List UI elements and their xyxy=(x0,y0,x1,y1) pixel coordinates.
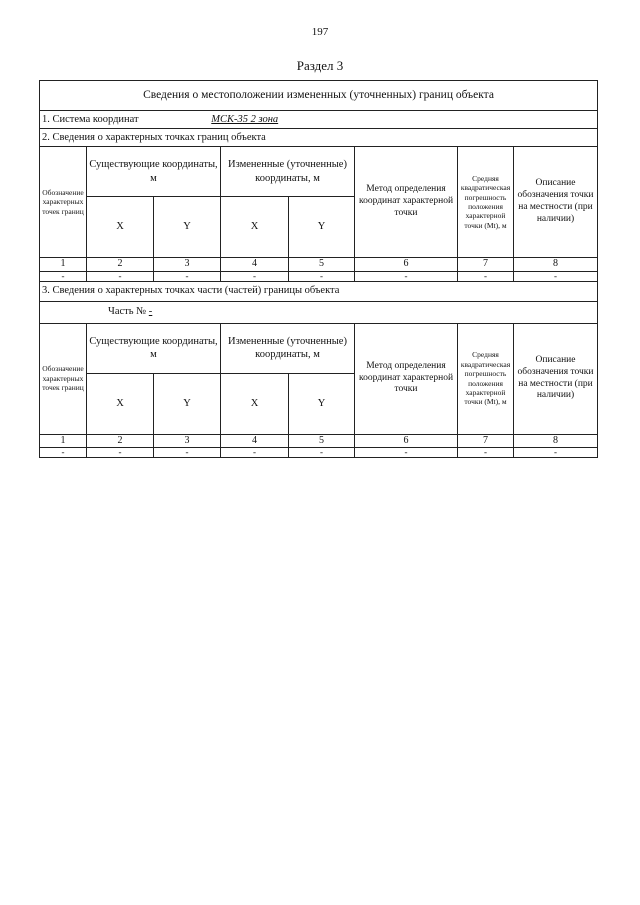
col-number: 2 xyxy=(87,434,154,448)
part-value: - xyxy=(148,306,153,318)
table-cell: - xyxy=(221,271,289,281)
header-changed-x: X xyxy=(221,373,289,434)
table-row xyxy=(40,448,598,458)
header-existing-x: X xyxy=(87,373,154,434)
col-number: 4 xyxy=(221,434,289,448)
header-existing-y: Y xyxy=(154,197,221,258)
col-number: 1 xyxy=(40,258,87,272)
header-existing-y: Y xyxy=(154,373,221,434)
coord-system-row xyxy=(40,111,598,129)
col-number: 3 xyxy=(154,258,221,272)
col-number: 6 xyxy=(355,434,458,448)
header-changed-x: X xyxy=(221,197,289,258)
header-point-designation: Обозначение характерных точек границ xyxy=(40,323,87,434)
part-label: Часть № xyxy=(108,306,147,318)
table-cell: - xyxy=(355,271,458,281)
col-number: 8 xyxy=(514,258,598,272)
header-rms-error: Средняя квадратическая погрешность положения характерной точки (Mt), м xyxy=(458,323,514,434)
table-title: Сведения о местоположении измененных (уточненных) границ объекта xyxy=(40,81,598,111)
col-number: 6 xyxy=(355,258,458,272)
col-number: 1 xyxy=(40,434,87,448)
table-cell: - xyxy=(87,271,154,281)
table-cell: - xyxy=(289,271,355,281)
col-number: 5 xyxy=(289,434,355,448)
table-cell: - xyxy=(514,448,598,458)
table-cell: - xyxy=(458,448,514,458)
header-point-designation: Обозначение характерных точек границ xyxy=(40,147,87,258)
table-row xyxy=(40,271,598,281)
table-cell: - xyxy=(458,271,514,281)
col-number: 4 xyxy=(221,258,289,272)
header-changed-y: Y xyxy=(289,373,355,434)
coord-system-label: 1. Система координат xyxy=(42,113,139,125)
header-changed-coords: Измененные (уточненные) координаты, м xyxy=(221,147,355,197)
col-number: 7 xyxy=(458,434,514,448)
col-number: 7 xyxy=(458,258,514,272)
table-cell: - xyxy=(154,271,221,281)
col-number: 5 xyxy=(289,258,355,272)
header-existing-coords: Существующие координаты, м xyxy=(87,147,221,197)
table-cell: - xyxy=(355,448,458,458)
section3-title: 3. Сведения о характерных точках части (частей) границы объекта xyxy=(40,281,598,301)
table-cell: - xyxy=(154,448,221,458)
table-cell: - xyxy=(289,448,355,458)
header-existing-x: X xyxy=(87,197,154,258)
table-cell: - xyxy=(40,271,87,281)
header-method: Метод определения координат характерной точки xyxy=(355,147,458,258)
header-changed-y: Y xyxy=(289,197,355,258)
part-row xyxy=(40,301,598,323)
header-changed-coords: Измененные (уточненные) координаты, м xyxy=(221,323,355,373)
col-number: 2 xyxy=(87,258,154,272)
header-description: Описание обозначения точки на местности (при наличии) xyxy=(514,323,598,434)
table-cell: - xyxy=(514,271,598,281)
col-number: 8 xyxy=(514,434,598,448)
table-cell: - xyxy=(40,448,87,458)
header-existing-coords: Существующие координаты, м xyxy=(87,323,221,373)
header-method: Метод определения координат характерной точки xyxy=(355,323,458,434)
section2-title: 2. Сведения о характерных точках границ объекта xyxy=(40,129,598,147)
header-description: Описание обозначения точки на местности (при наличии) xyxy=(514,147,598,258)
header-rms-error: Средняя квадратическая погрешность положения характерной точки (Mt), м xyxy=(458,147,514,258)
page-number: 197 xyxy=(311,26,329,38)
section-title: Раздел 3 xyxy=(296,58,344,73)
coord-system-value: МСК-35 2 зона xyxy=(211,113,279,125)
table-cell: - xyxy=(221,448,289,458)
boundary-info-table xyxy=(39,80,598,458)
table-cell: - xyxy=(87,448,154,458)
boundary-table xyxy=(39,80,597,458)
col-number: 3 xyxy=(154,434,221,448)
